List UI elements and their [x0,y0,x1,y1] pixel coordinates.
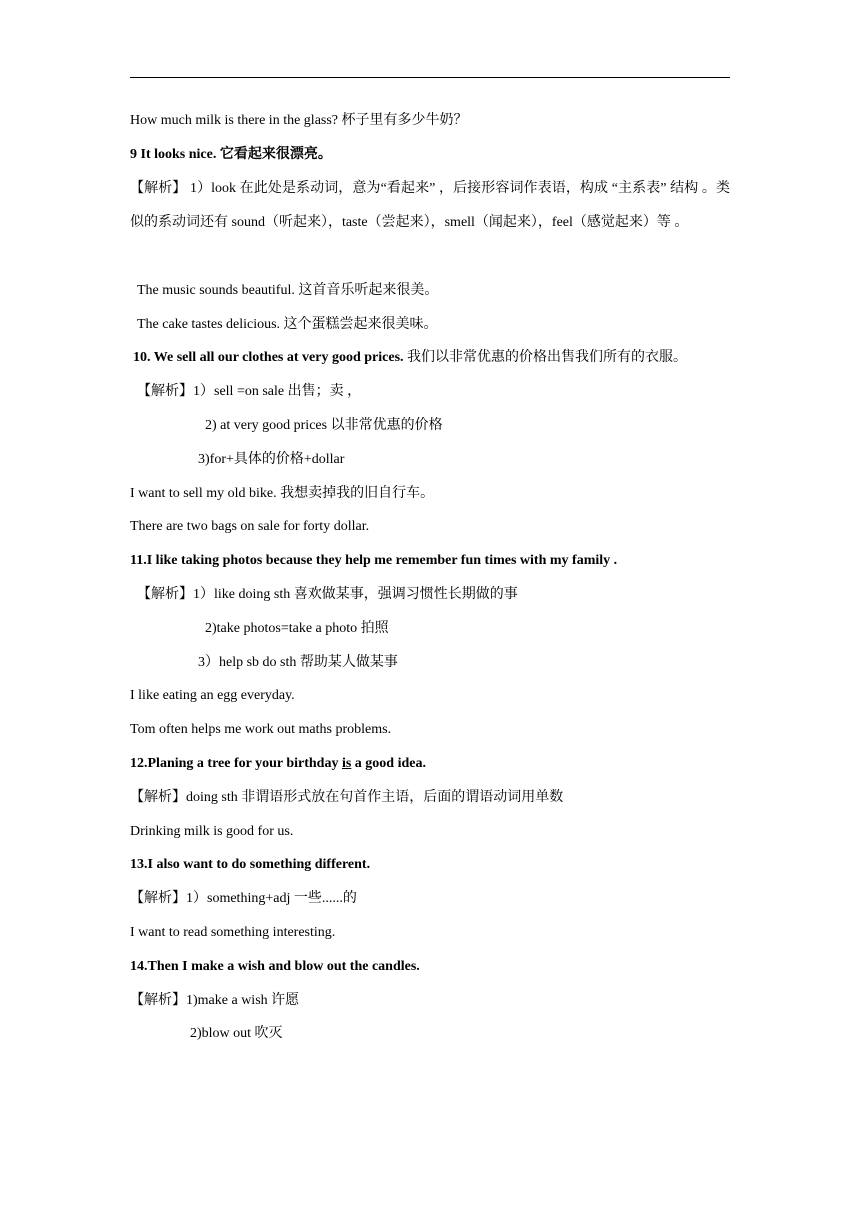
analysis-line: 2)blow out 吹灭 [190,1026,283,1041]
sentence-heading-cn: 我们以非常优惠的价格出售我们所有的衣服。 [403,350,688,365]
analysis-line: 2)take photos=take a photo 拍照 [205,621,389,636]
analysis-line: 2) at very good prices 以非常优惠的价格 [205,418,443,433]
analysis-line: 3）help sb do sth 帮助某人做某事 [198,655,398,670]
sentence-heading [130,754,426,774]
analysis-line: 【解析】1）something+adj 一些......的 [130,891,357,906]
underlined-verb: is [341,756,352,771]
example-sentence: I want to sell my old bike. 我想卖掉我的旧自行车。 [130,486,435,501]
example-sentence: I want to read something interesting. [130,925,336,940]
sentence-heading: 14.Then I make a wish and blow out the candles. [130,959,420,974]
sentence-heading [133,348,687,368]
analysis-line: 【解析】doing sth 非谓语形式放在句首作主语，后面的谓语动词用单数 [130,790,564,805]
example-sentence: Drinking milk is good for us. [130,824,294,839]
example-sentence: I like eating an egg everyday. [130,688,295,703]
analysis-line: 【解析】1)make a wish 许愿 [130,993,300,1008]
analysis-line: 3)for+具体的价格+dollar [198,452,345,467]
sentence-heading-part: a good idea. [351,756,426,771]
text-line: How much milk is there in the glass? 杯子里有多少牛奶？ [130,113,468,128]
sentence-heading-part: 12.Planing a tree for your birthday [130,756,342,771]
example-sentence: Tom often helps me work out maths problems. [130,722,392,737]
sentence-heading: 11.I like taking photos because they help me remember fun times with my family . [130,553,618,568]
analysis-line: 【解析】1）like doing sth 喜欢做某事，强调习惯性长期做的事 [137,587,518,602]
header-rule [130,77,730,78]
sentence-heading: 9 It looks nice. 它看起来很漂亮。 [130,147,332,162]
example-sentence: The music sounds beautiful. 这首音乐听起来很美。 [137,283,439,298]
sentence-heading-en: 10. We sell all our clothes at very good prices. [133,350,404,365]
example-sentence: There are two bags on sale for forty dollar. [130,519,370,534]
sentence-heading: 13.I also want to do something different. [130,857,371,872]
analysis-line: 【解析】1）sell =on sale 出售；卖 ， [137,384,362,399]
example-sentence: The cake tastes delicious. 这个蛋糕尝起来很美味。 [137,317,438,332]
analysis-paragraph: 【解析】 1）look 在此处是系动词，意为“看起来” ，后接形容词作表语，构成 “主系表” 结构 。类似的系动词还有 sound（听起来），taste（尝起来），smell（闻起来），feel（感觉起来）等 。 [130,181,730,230]
